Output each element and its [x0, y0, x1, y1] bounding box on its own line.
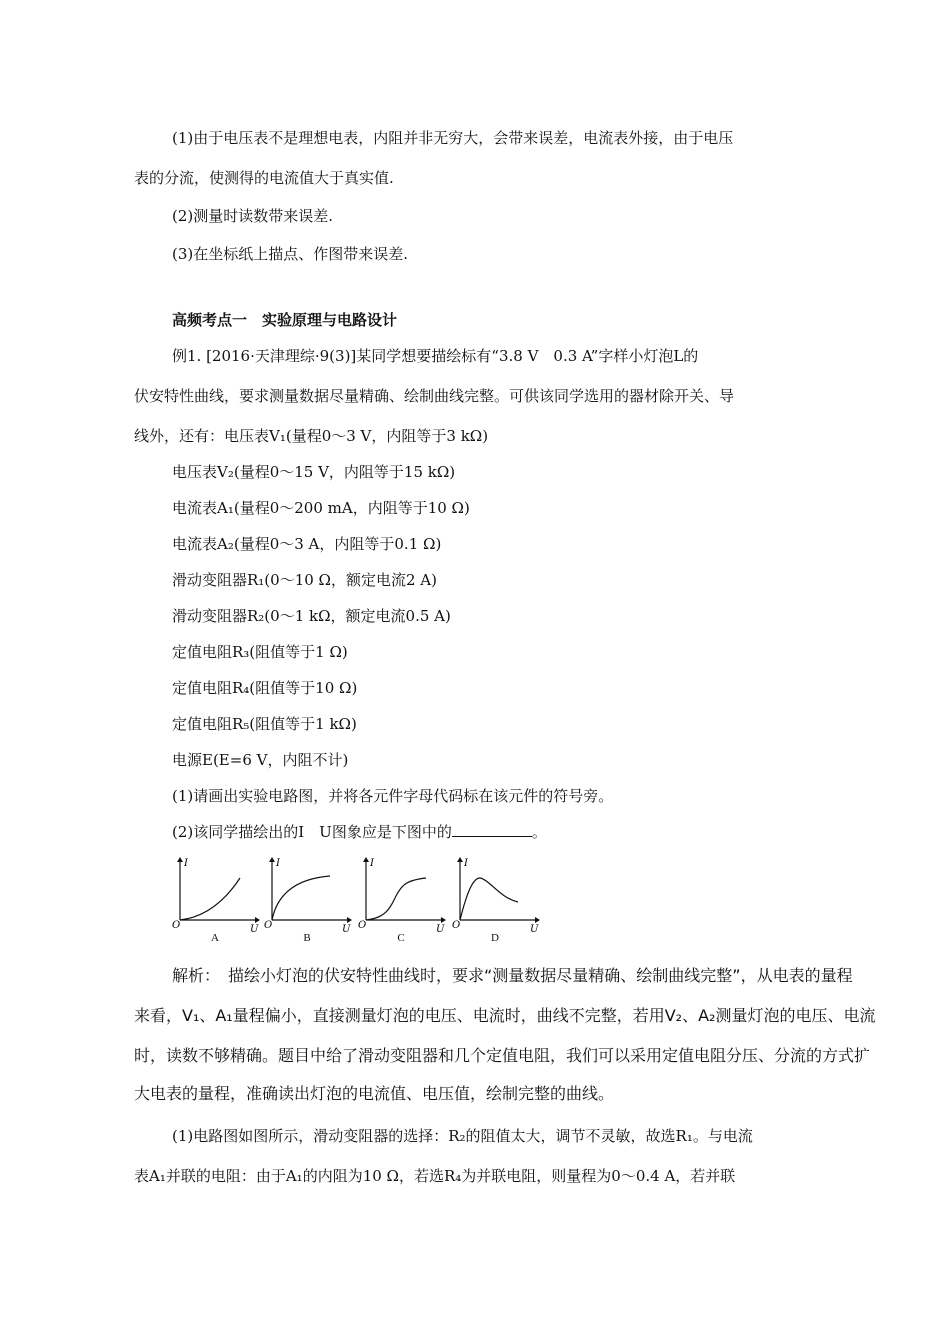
equipment-item: 电源E(E=6 V，内阻不计) — [172, 751, 349, 769]
equipment-item: 电压表V₂(量程0～15 V，内阻等于15 kΩ) — [172, 463, 456, 481]
origin-label: O — [172, 920, 181, 931]
curve-d — [460, 878, 518, 920]
graph-b-plot — [262, 858, 352, 935]
equipment-item: 电流表A₂(量程0～3 A，内阻等于0.1 Ω) — [172, 535, 442, 553]
graph-label: A — [211, 932, 219, 944]
graph-d-plot — [450, 858, 540, 935]
origin-label: O — [264, 920, 273, 931]
answer-blank — [452, 822, 532, 837]
example-line-2: 伏安特性曲线，要求测量数据尽量精确、绘制曲线完整。可供该同学选用的器材除开关、导 — [134, 387, 735, 405]
axis-u-label: U — [530, 924, 539, 935]
axis-i-label: I — [276, 858, 280, 869]
equipment-item: 定值电阻R₅(阻值等于1 kΩ) — [172, 715, 357, 733]
question-2-suffix: 。 — [531, 823, 547, 841]
graph-a — [170, 858, 260, 948]
analysis-line-2: 来看，V₁、A₁量程偏小，直接测量灯泡的电压、电流时，曲线不完整，若用V₂、A₂测量灯泡的电压、电流 — [134, 1006, 876, 1025]
axis-i-label: I — [184, 858, 188, 869]
graph-c-plot — [356, 858, 446, 935]
question-2-text: (2)该同学描绘出的I U图象应是下图中的 — [172, 823, 452, 841]
graph-label: B — [303, 932, 311, 944]
analysis-line-4: 大电表的量程，准确读出灯泡的电流值、电压值，绘制完整的曲线。 — [134, 1084, 615, 1103]
example-line-1: 例1. [2016·天津理综·9(3)]某同学想要描绘标有“3.8 V 0.3 A”字样小灯泡L的 — [172, 347, 699, 365]
graph-a-plot — [170, 858, 260, 935]
curve-a — [180, 878, 240, 920]
question-1: (1)请画出实验电路图，并将各元件字母代码标在该元件的符号旁。 — [172, 787, 614, 805]
example-line-3: 线外，还有：电压表V₁(量程0～3 V，内阻等于3 kΩ) — [134, 427, 489, 445]
error-line-3: (3)在坐标纸上描点、作图带来误差. — [172, 245, 409, 263]
equipment-item: 滑动变阻器R₂(0～1 kΩ，额定电流0.5 A) — [172, 607, 451, 625]
curve-c — [366, 878, 426, 920]
graph-label: C — [397, 932, 405, 944]
equipment-item: 滑动变阻器R₁(0～10 Ω，额定电流2 A) — [172, 571, 437, 589]
error-line-2: (2)测量时读数带来误差. — [172, 207, 334, 225]
graph-d — [450, 858, 540, 948]
origin-label: O — [358, 920, 367, 931]
axis-u-label: U — [436, 924, 445, 935]
curve-b — [272, 876, 330, 920]
equipment-item: 定值电阻R₃(阻值等于1 Ω) — [172, 643, 348, 661]
graph-label: D — [491, 932, 499, 944]
question-2 — [172, 822, 547, 842]
analysis-line-1: 解析： 描绘小灯泡的伏安特性曲线时，要求“测量数据尽量精确、绘制曲线完整”，从电表的量程 — [172, 966, 853, 985]
solution-line-2: 表A₁并联的电阻：由于A₁的内阻为10 Ω，若选R₄为并联电阻，则量程为0～0.4 A，若并联 — [134, 1167, 736, 1185]
graph-b — [262, 858, 352, 948]
axis-u-label: U — [342, 924, 351, 935]
axis-i-label: I — [370, 858, 374, 869]
analysis-line-3: 时，读数不够精确。题目中给了滑动变阻器和几个定值电阻，我们可以采用定值电阻分压、分流的方式扩 — [134, 1046, 871, 1065]
error-line-1b: 表的分流，使测得的电流值大于真实值. — [134, 169, 394, 187]
solution-line-1: (1)电路图如图所示，滑动变阻器的选择：R₂的阻值太大，调节不灵敏，故选R₁。与电流 — [172, 1127, 753, 1145]
section-title: 高频考点一 实验原理与电路设计 — [172, 311, 398, 329]
equipment-item: 定值电阻R₄(阻值等于10 Ω) — [172, 679, 358, 697]
origin-label: O — [452, 920, 461, 931]
error-line-1a: (1)由于电压表不是理想电表，内阻并非无穷大，会带来误差，电流表外接，由于电压 — [172, 129, 734, 147]
graph-c — [356, 858, 446, 948]
equipment-item: 电流表A₁(量程0～200 mA，内阻等于10 Ω) — [172, 499, 470, 517]
iu-graph-options — [160, 858, 540, 948]
axis-u-label: U — [250, 924, 259, 935]
axis-i-label: I — [464, 858, 468, 869]
